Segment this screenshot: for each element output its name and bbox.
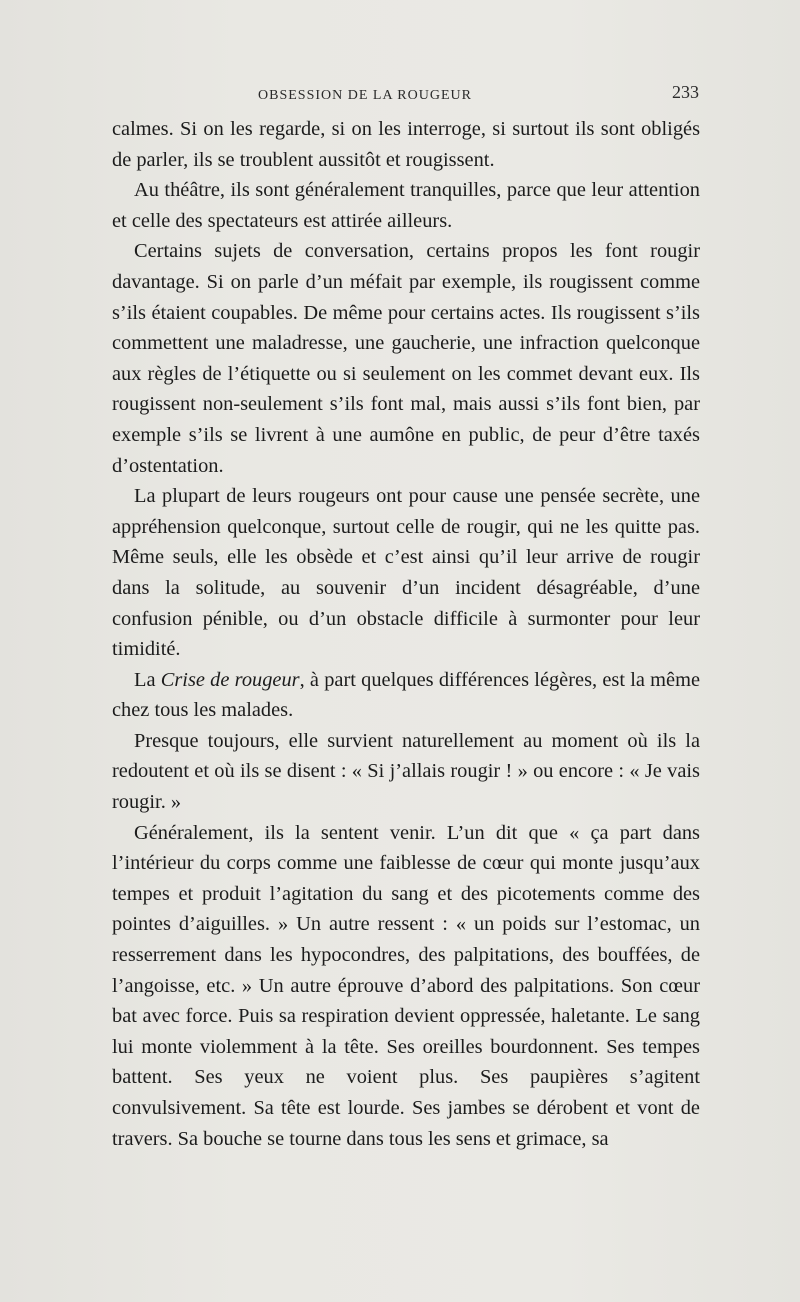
paragraph: Au théâtre, ils sont généralement tranquilles, parce que leur attention et celle des spectateurs est attirée ailleurs.: [112, 179, 700, 232]
paragraph-rest: , à part quelques différences légères, est la même chez tous les malades.: [112, 668, 700, 722]
paragraph: Certains sujets de conversation, certains propos les font rougir davantage. Si on parle d’un méfait par exemple, ils rougissent comme s’ils étaient coupables. De même pour certains actes. Ils rougissent s’ils commettent une maladresse, une gaucherie, une infraction quelconque aux règles de l’étiquette ou si seulement on les commet devant eux. Ils rougissent non-seulement s’ils font mal, mais aussi s’ils font bien, par exemple s’ils se livrent à une aumône en public, de peur d’être taxés d’ostentation.: [112, 240, 700, 477]
paragraph: [112, 665, 700, 726]
body-text: [112, 114, 700, 1154]
italic-term: Crise de rougeur: [160, 668, 300, 691]
paragraph: La plupart de leurs rougeurs ont pour cause une pensée secrète, une appréhension quelconque, surtout celle de rougir, qui ne les quitte pas. Même seuls, elle les obsède et c’est ainsi qu’il leur arrive de rougir dans la solitude, au souvenir d’un incident désagréable, d’une confusion pénible, ou d’un obstacle difficile à surmonter pour leur timidité.: [112, 485, 700, 661]
running-title: OBSESSION DE LA ROUGEUR: [258, 88, 472, 103]
paragraph: Généralement, ils la sentent venir. L’un dit que « ça part dans l’intérieur du corps comme une faiblesse de cœur qui monte jusqu’aux tempes et produit l’agitation du sang et des picotements comme des pointes d’aiguilles. » Un autre ressent : « un poids sur l’estomac, un resserrement dans les hypocondres, des palpitations, des bouffées, de l’angoisse, etc. » Un autre éprouve d’abord des palpitations. Son cœur bat avec force. Puis sa respiration devient oppressée, haletante. Le sang lui monte violemment à la tête. Ses oreilles bourdonnent. Ses tempes battent. Ses yeux ne voient plus. Ses paupières s’agitent convulsivement. Sa tête est lourde. Ses jambes se dérobent et vont de travers. Sa bouche se tourne dans tous les sens et grimace, sa: [112, 821, 700, 1150]
paragraph-lead: La: [134, 668, 161, 691]
page-number: 233: [672, 82, 699, 102]
paragraph: Presque toujours, elle survient naturellement au moment où ils la redoutent et où ils se disent : « Si j’allais rougir ! » ou encore : « Je vais rougir. »: [112, 729, 700, 814]
paragraph: calmes. Si on les regarde, si on les interroge, si surtout ils sont obligés de parler, ils se troublent aussitôt et rougissent.: [112, 118, 700, 171]
